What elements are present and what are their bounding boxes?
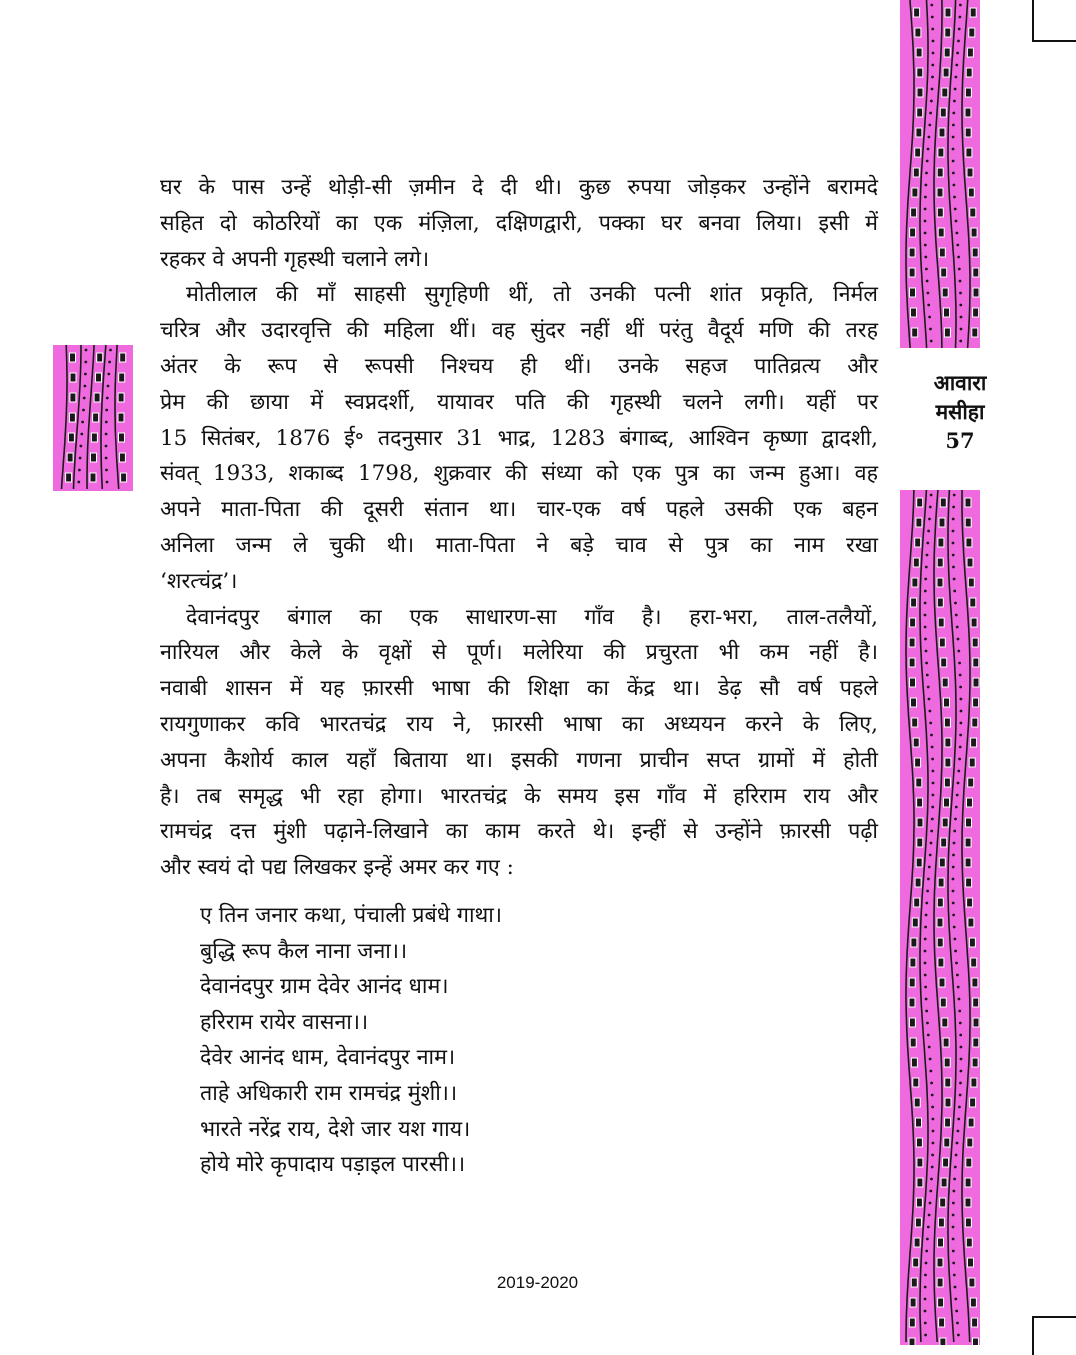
verse-line: ए तिन जनार कथा, पंचाली प्रबंधे गाथा। xyxy=(200,903,502,928)
decorative-pattern-icon xyxy=(900,0,980,348)
verse-line: ताहे अधिकारी राम रामचंद्र मुंशी।। xyxy=(200,1080,458,1106)
crop-mark-bottom xyxy=(1032,1316,1034,1355)
text-line: प्रेम की छाया में स्वप्नदर्शी, यायावर पति की गृहस्थी चलने लगी। यहीं पर xyxy=(160,389,878,415)
paragraph xyxy=(160,170,878,277)
crop-mark-bottom xyxy=(1032,1316,1076,1318)
decorative-pattern-icon xyxy=(900,490,980,1345)
crop-mark-top xyxy=(1032,40,1076,42)
text-line: सहित दो कोठरियों का एक मंज़िला, दक्षिणद्वारी, पक्का घर बनवा लिया। इसी में xyxy=(160,210,878,236)
text-line: अपने माता-पिता की दूसरी संतान था। चार-एक वर्ष पहले उसकी एक बहन xyxy=(160,497,878,523)
chapter-title-line: आवारा xyxy=(933,370,987,395)
chapter-side-title xyxy=(910,368,1010,455)
verse-line: होये मोरे कृपादाय पड़ाइल पारसी।। xyxy=(200,1152,466,1178)
text-line: घर के पास उन्हें थोड़ी-सी ज़मीन दे दी थी। कुछ रुपया जोड़कर उन्होंने बरामदे xyxy=(160,175,878,200)
crop-mark-top xyxy=(1032,0,1034,42)
text-line: अपना कैशोर्य काल यहाँ बिताया था। इसकी गणना प्राचीन सप्त ग्रामों में होती xyxy=(160,747,878,773)
text-line: अनिला जन्म ले चुकी थी। माता-पिता ने बड़े चाव से पुत्र का नाम रखा xyxy=(160,532,878,558)
text-line: रहकर वे अपनी गृहस्थी चलाने लगे। xyxy=(160,246,430,272)
footer-year: 2019-2020 xyxy=(496,1273,579,1292)
verse-line: हरिराम रायेर वासना।। xyxy=(200,1009,369,1035)
chapter-title-line: मसीहा xyxy=(935,399,985,424)
text-line: नवाबी शासन में यह फ़ारसी भाषा की शिक्षा का केंद्र था। डेढ़ सौ वर्ष पहले xyxy=(160,676,878,702)
verse-line: देवेर आनंद धाम, देवानंदपुर नाम। xyxy=(200,1045,456,1071)
verse-line: भारते नरेंद्र राय, देशे जार यश गाय। xyxy=(200,1116,471,1142)
body-text xyxy=(160,170,878,886)
decorative-border-top-right xyxy=(900,0,980,348)
text-line: संवत् 1933, शकाब्द 1798, शुक्रवार की संध्या को एक पुत्र का जन्म हुआ। वह xyxy=(160,461,878,487)
decorative-border-bottom-right xyxy=(900,490,980,1345)
text-line: देवानंदपुर बंगाल का एक साधारण-सा गाँव है। हरा-भरा, ताल-तलैयों, xyxy=(186,604,878,630)
paragraph xyxy=(160,277,878,599)
paragraph xyxy=(160,600,878,886)
text-line: रायगुणाकर कवि भारतचंद्र राय ने, फ़ारसी भाषा का अध्ययन करने के लिए, xyxy=(160,711,878,737)
decorative-border-left xyxy=(53,345,133,491)
page-number: 57 xyxy=(945,428,975,453)
text-line: ‘शरत्चंद्र’। xyxy=(160,568,238,594)
text-line: है। तब समृद्ध भी रहा होगा। भारतचंद्र के समय इस गाँव में हरिराम राय और xyxy=(160,783,878,809)
verse-line: देवानंदपुर ग्राम देवेर आनंद धाम। xyxy=(200,974,449,1000)
verse-line: बुद्धि रूप कैल नाना जना।। xyxy=(200,938,408,964)
decorative-pattern-icon xyxy=(53,345,133,491)
text-line: 15 सितंबर, 1876 ई॰ तदनुसार 31 भाद्र, 1283 बंगाब्द, आश्विन कृष्णा द्वादशी, xyxy=(160,425,878,451)
text-line: और स्वयं दो पद्य लिखकर इन्हें अमर कर गए : xyxy=(160,855,514,881)
text-line: रामचंद्र दत्त मुंशी पढ़ाने-लिखाने का काम करते थे। इन्हीं से उन्होंने फ़ारसी पढ़ी xyxy=(160,819,878,845)
text-line: अंतर के रूप से रूपसी निश्चय ही थीं। उनके सहज पातिव्रत्य और xyxy=(160,353,878,379)
text-line: नारियल और केले के वृक्षों से पूर्ण। मलेरिया की प्रचुरता भी कम नहीं है। xyxy=(160,640,878,666)
text-line: चरित्र और उदारवृत्ति की महिला थीं। वह सुंदर नहीं थीं परंतु वैदूर्य मणि की तरह xyxy=(160,318,878,344)
text-line: मोतीलाल की माँ साहसी सुगृहिणी थीं, तो उनकी पत्नी शांत प्रकृति, निर्मल xyxy=(186,282,878,308)
verse-block xyxy=(200,898,502,1183)
